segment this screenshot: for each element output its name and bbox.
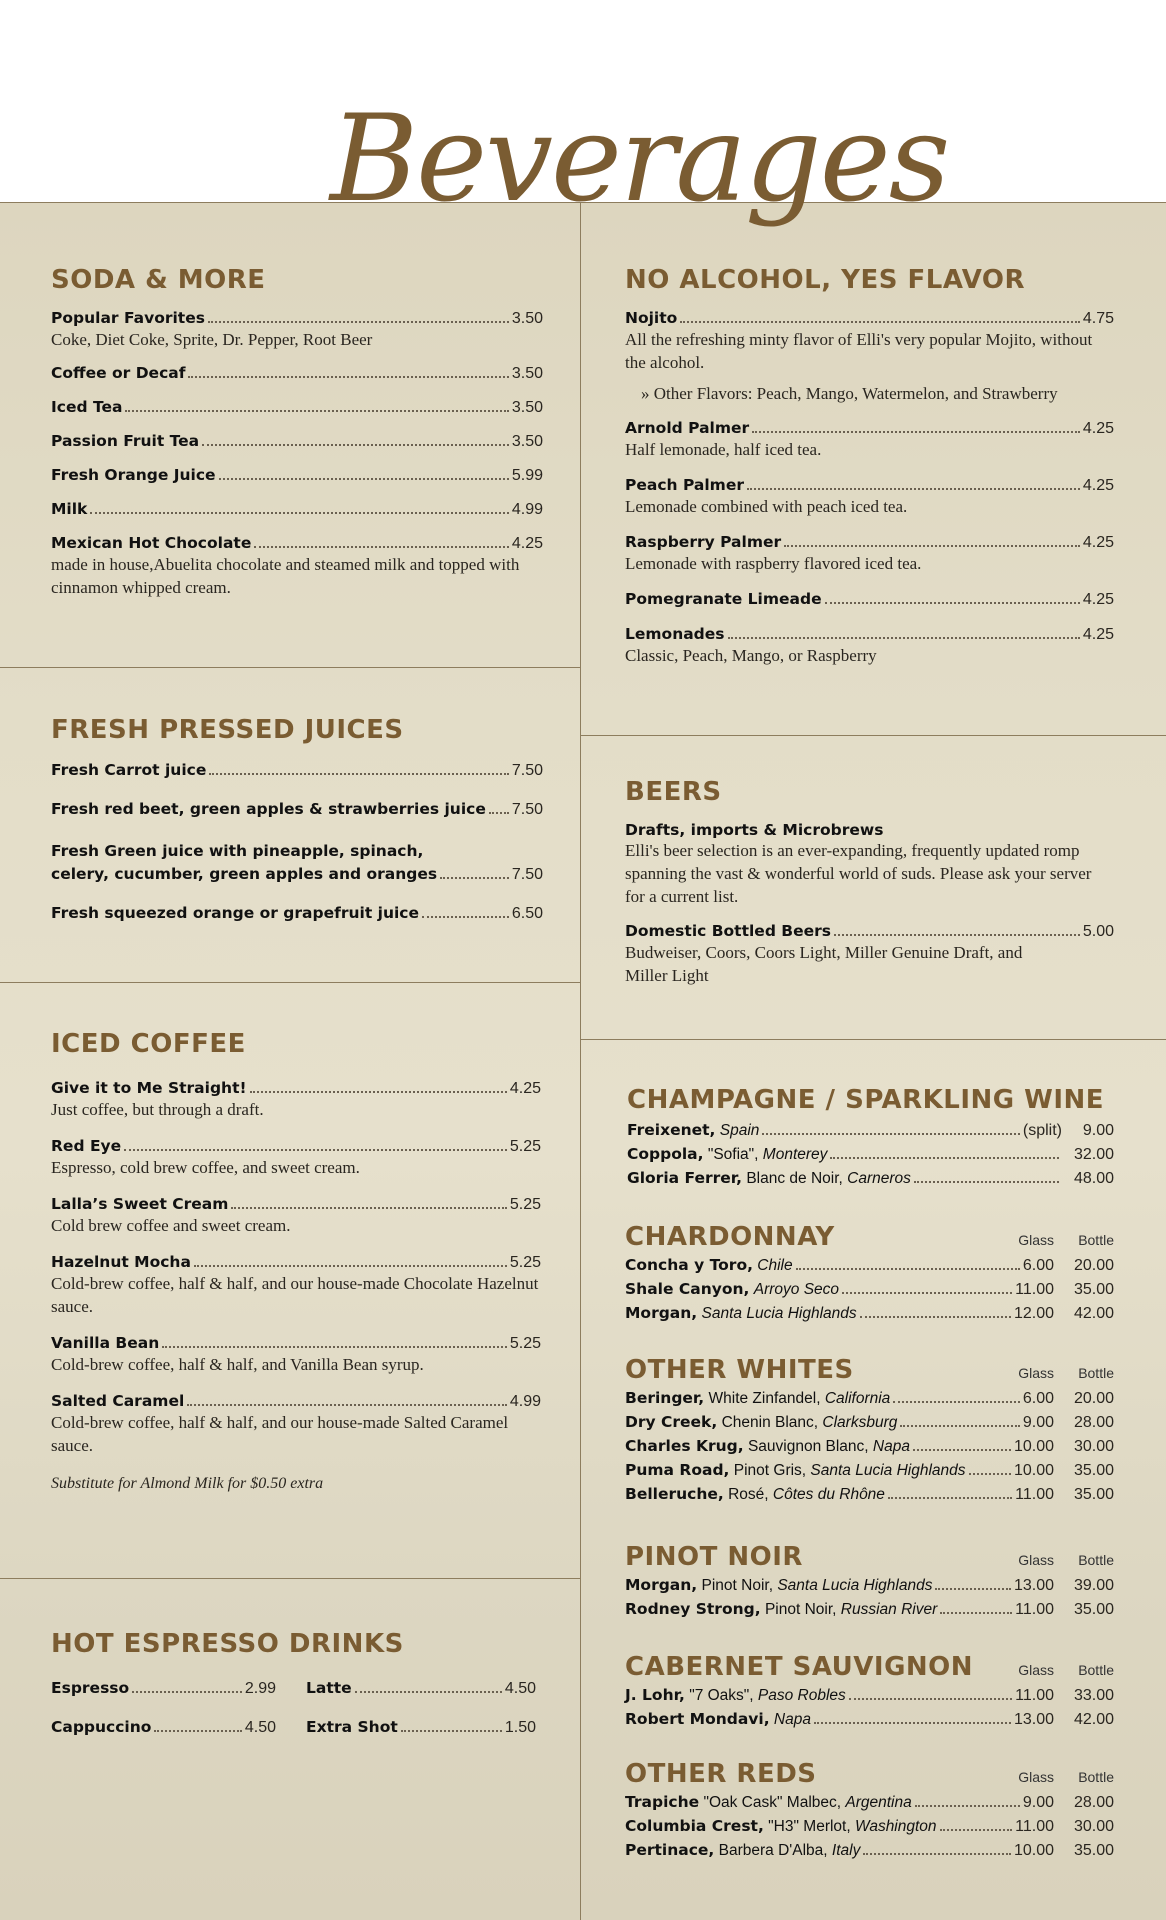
section-other-whites (625, 1353, 1114, 1504)
item-name: Passion Fruit Tea (51, 432, 200, 450)
wine-varietal: Barbera D'Alba, (718, 1842, 828, 1859)
menu-item (51, 1679, 276, 1698)
item-price: 1.50 (504, 1719, 536, 1736)
wine-row (625, 1841, 1114, 1860)
item-desc: Cold-brew coffee, half & half, and our house-made Salted Caramel sauce. (51, 1413, 509, 1455)
section-title: CHARDONNAY (625, 1222, 835, 1252)
wine-region: Spain (719, 1122, 760, 1139)
item-price: 7.50 (511, 801, 543, 818)
item-desc: Cold brew coffee and sweet cream. (51, 1216, 291, 1235)
divider-noalcohol-beers (581, 735, 1166, 736)
wine-row (625, 1576, 1114, 1595)
item-price: 4.25 (511, 535, 543, 552)
wine-varietal: Rosé, (728, 1486, 769, 1503)
wine-glass-price: 11.00 (1015, 1601, 1054, 1618)
section-title: SODA & MORE (51, 265, 266, 295)
menu-item (51, 534, 543, 599)
item-name: celery, cucumber, green apples and oranges (51, 865, 438, 883)
wine-producer: Gloria Ferrer, (627, 1169, 743, 1187)
wine-bottle-price: 42.00 (1073, 1711, 1114, 1728)
menu-item (625, 922, 1114, 987)
section-title: ICED COFFEE (51, 1029, 246, 1059)
menu-item (51, 1079, 541, 1121)
wine-row (627, 1145, 1114, 1164)
item-name: Red Eye (51, 1137, 122, 1155)
menu-item (51, 1253, 541, 1318)
wine-region: Santa Lucia Highlands (810, 1462, 966, 1479)
wine-row (627, 1121, 1114, 1140)
wine-varietal: "Sofia", (707, 1146, 759, 1163)
wine-region: Napa (773, 1711, 811, 1728)
wine-glass-price: 11.00 (1015, 1818, 1054, 1835)
menu-item (51, 432, 543, 451)
wine-bottle-price: 20.00 (1073, 1390, 1114, 1407)
wine-varietal: Pinot Gris, (733, 1462, 807, 1479)
wine-region: Côtes du Rhône (772, 1486, 885, 1503)
item-price: 5.25 (509, 1196, 541, 1213)
section-champagne (627, 1083, 1114, 1188)
item-name: Espresso (51, 1679, 130, 1697)
wine-row (625, 1389, 1114, 1408)
wine-producer: Morgan, (625, 1304, 698, 1322)
almond-milk-note: Substitute for Almond Milk for $0.50 extra (51, 1475, 324, 1492)
wine-glass-price: 11.00 (1015, 1281, 1054, 1298)
wine-glass-price: 11.00 (1015, 1687, 1054, 1704)
item-name: Cappuccino (51, 1718, 152, 1736)
divider-soda-juices (0, 667, 580, 668)
wine-glass-price: 6.00 (1022, 1390, 1054, 1407)
wine-row (625, 1485, 1114, 1504)
wine-region: Clarksburg (822, 1414, 898, 1431)
wine-region: Carneros (847, 1170, 911, 1187)
page-title: Beverages (330, 90, 949, 229)
menu-item (625, 419, 1114, 461)
menu-item (51, 364, 543, 383)
section-cabernet (625, 1650, 1114, 1729)
wine-row (627, 1169, 1114, 1188)
divider-juices-coffee (0, 982, 580, 983)
glass-column-header: Glass (1018, 1365, 1054, 1381)
wine-bottle-price: 30.00 (1073, 1818, 1114, 1835)
wine-region: Italy (831, 1842, 861, 1859)
wine-producer: Shale Canyon, (625, 1280, 750, 1298)
item-name: Domestic Bottled Beers (625, 922, 832, 940)
wine-row (625, 1461, 1114, 1480)
item-name-line1: Fresh Green juice with pineapple, spinach, (51, 842, 424, 860)
item-price: 4.50 (504, 1680, 536, 1697)
wine-glass-price: 10.00 (1013, 1462, 1054, 1479)
menu-item (625, 533, 1114, 575)
wine-producer: Morgan, (625, 1576, 698, 1594)
section-espresso (51, 1627, 541, 1737)
wine-producer: Pertinace, (625, 1841, 715, 1859)
wine-bottle-price: 35.00 (1073, 1462, 1114, 1479)
bottle-column-header: Bottle (1078, 1552, 1114, 1568)
item-name: Hazelnut Mocha (51, 1253, 191, 1271)
item-name: Iced Tea (51, 398, 123, 416)
item-desc: Espresso, cold brew coffee, and sweet cream. (51, 1158, 360, 1177)
item-name: Arnold Palmer (625, 419, 750, 437)
section-soda (51, 263, 543, 599)
menu-item (51, 1718, 276, 1737)
item-name: Vanilla Bean (51, 1334, 160, 1352)
menu-item (625, 821, 1114, 908)
item-desc: All the refreshing minty flavor of Elli's very popular Mojito, without the alcohol. (625, 330, 1093, 372)
glass-column-header: Glass (1018, 1552, 1054, 1568)
wine-varietal: "7 Oaks", (689, 1687, 754, 1704)
section-title: HOT ESPRESSO DRINKS (51, 1629, 404, 1659)
wine-producer: Dry Creek, (625, 1413, 718, 1431)
wine-bottle-price: 32.00 (1073, 1146, 1114, 1163)
item-name: Raspberry Palmer (625, 533, 782, 551)
wine-row (625, 1600, 1114, 1619)
menu-item (51, 1334, 541, 1376)
item-price: 6.50 (511, 905, 543, 922)
item-price: 3.50 (511, 310, 543, 327)
item-price: 5.25 (509, 1254, 541, 1271)
wine-region: Washington (854, 1818, 937, 1835)
item-price: 7.50 (511, 762, 543, 779)
item-name: Nojito (625, 309, 678, 327)
menu-item (306, 1679, 536, 1698)
section-title: NO ALCOHOL, YES FLAVOR (625, 265, 1025, 295)
item-price: 2.99 (244, 1680, 276, 1697)
section-title: BEERS (625, 777, 722, 807)
menu-item (306, 1718, 536, 1737)
wine-producer: Puma Road, (625, 1461, 730, 1479)
item-desc: Elli's beer selection is an ever-expanding, frequently updated romp spanning the vast & wonderful world of suds. Please ask your server for a current list. (625, 841, 1092, 906)
wine-bottle-price: 48.00 (1073, 1170, 1114, 1187)
wine-glass-price: (split) (1022, 1122, 1062, 1139)
item-price: 7.50 (511, 866, 543, 883)
wine-row (625, 1304, 1114, 1323)
wine-row (625, 1256, 1114, 1275)
section-title: OTHER WHITES (625, 1355, 854, 1385)
wine-glass-price: 10.00 (1013, 1438, 1054, 1455)
item-price: 4.25 (1082, 420, 1114, 437)
item-price: 4.25 (1082, 534, 1114, 551)
wine-region: California (824, 1390, 891, 1407)
menu-item (625, 625, 1114, 667)
wine-row (625, 1793, 1114, 1812)
wine-bottle-price: 35.00 (1073, 1486, 1114, 1503)
item-name: Coffee or Decaf (51, 364, 186, 382)
item-price: 3.50 (511, 433, 543, 450)
item-price: 4.99 (509, 1393, 541, 1410)
menu-item (51, 309, 543, 351)
wine-producer: Belleruche, (625, 1485, 724, 1503)
wine-region: Paso Robles (757, 1687, 846, 1704)
wine-bottle-price: 30.00 (1073, 1438, 1114, 1455)
wine-varietal: Sauvignon Blanc, (747, 1438, 869, 1455)
item-price: 4.75 (1082, 310, 1114, 327)
wine-producer: Trapiche (625, 1793, 700, 1811)
wine-bottle-price: 20.00 (1073, 1257, 1114, 1274)
menu-item (51, 1392, 541, 1457)
item-desc: Budweiser, Coors, Coors Light, Miller Genuine Draft, and Miller Light (625, 943, 1023, 985)
glass-column-header: Glass (1018, 1232, 1054, 1248)
bottle-column-header: Bottle (1078, 1769, 1114, 1785)
item-name: Pomegranate Limeade (625, 590, 822, 608)
wine-row (625, 1280, 1114, 1299)
menu-item (625, 476, 1114, 518)
item-name: Extra Shot (306, 1718, 398, 1736)
item-desc: Classic, Peach, Mango, or Raspberry (625, 646, 877, 665)
section-title: OTHER REDS (625, 1759, 817, 1789)
wine-producer: Columbia Crest, (625, 1817, 764, 1835)
item-name: Lalla’s Sweet Cream (51, 1195, 229, 1213)
wine-bottle-price: 35.00 (1073, 1842, 1114, 1859)
bottle-column-header: Bottle (1078, 1662, 1114, 1678)
item-desc: Cold-brew coffee, half & half, and our house-made Chocolate Hazelnut sauce. (51, 1274, 539, 1316)
wine-bottle-price: 39.00 (1073, 1577, 1114, 1594)
item-name: Lemonades (625, 625, 725, 643)
wine-region: Napa (872, 1438, 910, 1455)
wine-varietal: White Zinfandel, (708, 1390, 821, 1407)
item-name: Drafts, imports & Microbrews (625, 821, 884, 839)
wine-glass-price: 6.00 (1022, 1257, 1054, 1274)
item-name: Salted Caramel (51, 1392, 185, 1410)
wine-glass-price: 13.00 (1013, 1711, 1054, 1728)
item-desc: Cold-brew coffee, half & half, and Vanilla Bean syrup. (51, 1355, 424, 1374)
wine-glass-price: 13.00 (1013, 1577, 1054, 1594)
section-chardonnay (625, 1220, 1114, 1323)
section-juices (51, 713, 543, 923)
item-price: 4.25 (1082, 477, 1114, 494)
item-price: 5.25 (509, 1335, 541, 1352)
menu-item (51, 398, 543, 417)
wine-bottle-price: 35.00 (1073, 1601, 1114, 1618)
wine-bottle-price: 33.00 (1073, 1687, 1114, 1704)
wine-bottle-price: 9.00 (1082, 1122, 1114, 1139)
item-desc: Coke, Diet Coke, Sprite, Dr. Pepper, Root Beer (51, 330, 373, 349)
section-beers (625, 775, 1114, 987)
wine-varietal: Chenin Blanc, (721, 1414, 819, 1431)
item-price: 3.50 (511, 365, 543, 382)
wine-bottle-price: 28.00 (1073, 1414, 1114, 1431)
menu-item (51, 904, 543, 923)
menu-item (51, 466, 543, 485)
item-name: Fresh red beet, green apples & strawberries juice (51, 800, 486, 818)
wine-glass-price: 10.00 (1013, 1842, 1054, 1859)
item-subnote: » Other Flavors: Peach, Mango, Watermelon, and Strawberry (641, 384, 1058, 403)
wine-region: Monterey (762, 1146, 828, 1163)
item-price: 4.25 (509, 1080, 541, 1097)
glass-column-header: Glass (1018, 1662, 1054, 1678)
wine-bottle-price: 42.00 (1073, 1305, 1114, 1322)
wine-producer: Beringer, (625, 1389, 705, 1407)
item-price: 4.50 (244, 1719, 276, 1736)
item-name: Fresh Carrot juice (51, 761, 207, 779)
divider-coffee-espresso (0, 1578, 580, 1579)
wine-region: Argentina (845, 1794, 912, 1811)
item-name: Fresh Orange Juice (51, 466, 216, 484)
wine-glass-price: 11.00 (1015, 1486, 1054, 1503)
item-name: Fresh squeezed orange or grapefruit juice (51, 904, 420, 922)
item-name: Peach Palmer (625, 476, 744, 494)
wine-glass-price: 9.00 (1022, 1794, 1054, 1811)
wine-region: Santa Lucia Highlands (777, 1577, 933, 1594)
wine-varietal: Pinot Noir, (701, 1577, 774, 1594)
section-iced-coffee (51, 1027, 541, 1493)
item-name: Milk (51, 500, 88, 518)
item-price: 5.00 (1082, 923, 1114, 940)
wine-row (625, 1686, 1114, 1705)
menu-item (51, 800, 543, 819)
menu-item (51, 500, 543, 519)
item-desc: Just coffee, but through a draft. (51, 1100, 264, 1119)
item-price: 4.25 (1082, 626, 1114, 643)
menu-item (625, 590, 1114, 609)
menu-item (51, 1195, 541, 1237)
section-title: CHAMPAGNE / SPARKLING WINE (627, 1085, 1105, 1115)
wine-varietal: Pinot Noir, (764, 1601, 837, 1618)
wine-producer: Coppola, (627, 1145, 704, 1163)
wine-row (625, 1437, 1114, 1456)
section-title: FRESH PRESSED JUICES (51, 715, 404, 745)
wine-varietal: "H3" Merlot, (768, 1818, 851, 1835)
item-desc: Half lemonade, half iced tea. (625, 440, 822, 459)
wine-region: Arroyo Seco (753, 1281, 840, 1298)
wine-region: Santa Lucia Highlands (701, 1305, 857, 1322)
bottle-column-header: Bottle (1078, 1232, 1114, 1248)
menu-item (625, 309, 1114, 405)
section-other-reds (625, 1757, 1114, 1860)
item-desc: Lemonade with raspberry flavored iced tea. (625, 554, 922, 573)
menu-item (51, 837, 543, 884)
wine-region: Russian River (840, 1601, 938, 1618)
wine-producer: Concha y Toro, (625, 1256, 753, 1274)
wine-producer: Robert Mondavi, (625, 1710, 770, 1728)
item-name: Mexican Hot Chocolate (51, 534, 252, 552)
item-price: 4.25 (1082, 591, 1114, 608)
wine-bottle-price: 35.00 (1073, 1281, 1114, 1298)
divider-beers-wine (581, 1039, 1166, 1040)
section-title: PINOT NOIR (625, 1542, 803, 1572)
item-desc: Lemonade combined with peach iced tea. (625, 497, 908, 516)
wine-glass-price: 12.00 (1013, 1305, 1054, 1322)
wine-row (625, 1817, 1114, 1836)
wine-producer: Freixenet, (627, 1121, 716, 1139)
column-divider (580, 202, 581, 1920)
item-price: 4.99 (511, 501, 543, 518)
section-title: CABERNET SAUVIGNON (625, 1652, 974, 1682)
item-price: 5.25 (509, 1138, 541, 1155)
section-pinot-noir (625, 1540, 1114, 1619)
wine-glass-price: 9.00 (1022, 1414, 1054, 1431)
item-price: 5.99 (511, 467, 543, 484)
wine-varietal: "Oak Cask" Malbec, (703, 1794, 842, 1811)
glass-column-header: Glass (1018, 1769, 1054, 1785)
menu-item (51, 1137, 541, 1179)
section-no-alcohol (625, 263, 1114, 667)
wine-row (625, 1413, 1114, 1432)
item-name: Give it to Me Straight! (51, 1079, 247, 1097)
menu-item (51, 761, 543, 780)
item-name: Popular Favorites (51, 309, 205, 327)
wine-row (625, 1710, 1114, 1729)
wine-varietal: Blanc de Noir, (746, 1170, 843, 1187)
wine-region: Chile (757, 1257, 793, 1274)
bottle-column-header: Bottle (1078, 1365, 1114, 1381)
wine-producer: Rodney Strong, (625, 1600, 761, 1618)
wine-producer: J. Lohr, (625, 1686, 685, 1704)
item-desc: made in house,Abuelita chocolate and steamed milk and topped with cinnamon whipped cream. (51, 555, 520, 597)
item-price: 3.50 (511, 399, 543, 416)
item-name: Latte (306, 1679, 352, 1697)
wine-bottle-price: 28.00 (1073, 1794, 1114, 1811)
wine-producer: Charles Krug, (625, 1437, 744, 1455)
